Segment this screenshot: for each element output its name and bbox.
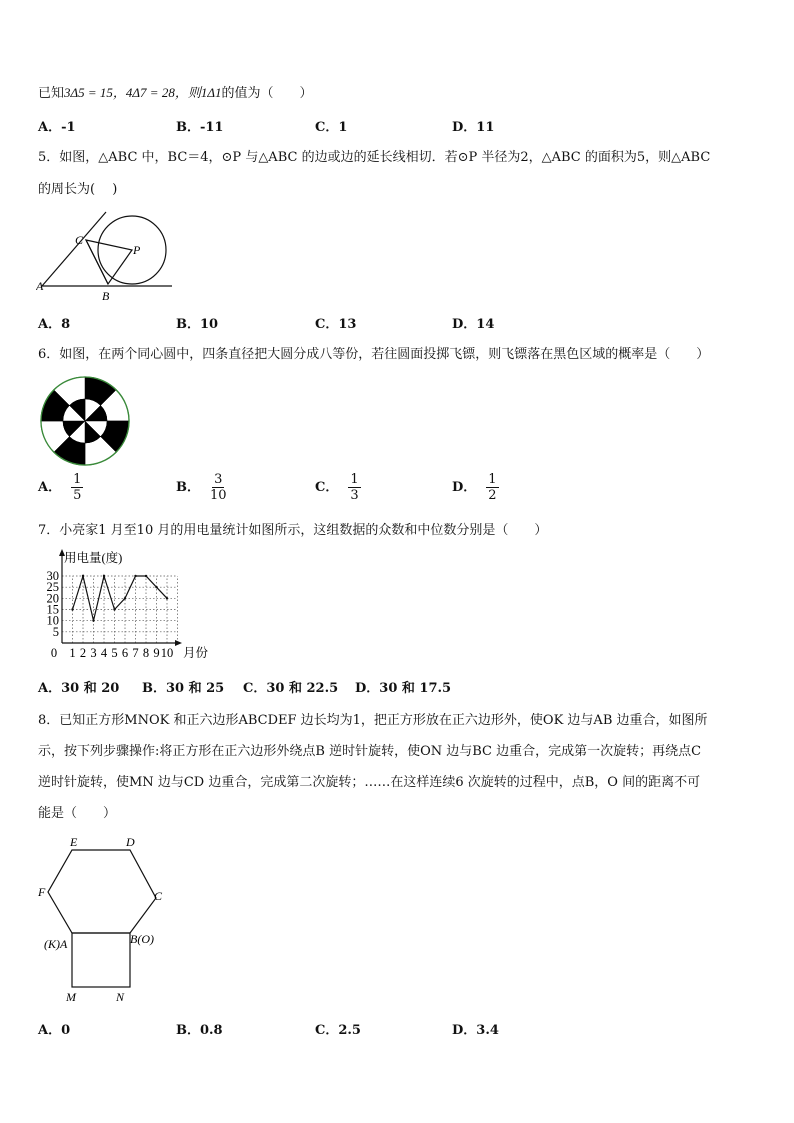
x-axis-arrow (175, 640, 182, 646)
data-point (113, 608, 115, 610)
x-tick-label: 0 (50, 646, 58, 660)
q6-frac-c (348, 472, 360, 503)
x-tick-label: 10 (160, 646, 174, 660)
label-a: A (36, 279, 44, 293)
data-point (92, 619, 94, 621)
x-tick-label: 7 (132, 646, 139, 660)
q6-choice-b[interactable] (176, 472, 227, 503)
frac-den: 10 (210, 488, 227, 503)
q6-choice-b-label: B． (176, 480, 200, 495)
q8-choice-c[interactable]: C．2.5 (315, 1023, 361, 1038)
data-point (103, 575, 105, 577)
frac-num: 1 (73, 472, 82, 487)
y-tick-label: 30 (46, 569, 59, 583)
q5-stem-line2: 的周长为( ) (38, 182, 118, 197)
q6-choice-d-label: D． (452, 480, 477, 495)
q7-choice-a[interactable]: A．30 和 20 (38, 681, 120, 696)
frac-num: 3 (214, 472, 223, 487)
q6-stem: 6．如图，在两个同心圆中，四条直径把大圆分成八等份，若往圆面投掷飞镖，则飞镖落在黑色区域的概率是（ ） (38, 347, 710, 362)
q8-stem-line4: 能是（ ） (38, 806, 117, 821)
x-tick-label: 8 (142, 646, 150, 660)
q4-prefix: 已知 (38, 86, 65, 101)
line-ac-extended (42, 212, 106, 286)
q4-formula: 3Δ5 = 15，4Δ7 = 28，则1Δ1 (64, 85, 222, 100)
data-point (155, 586, 157, 588)
q4-choice-c[interactable]: C．1 (315, 120, 348, 135)
q5-stem-line1: 5．如图，△ABC 中，BC＝4，⊙P 与△ABC 的边或边的延长线相切．若⊙P 半径为2，△ABC 的面积为5，则△ABC (38, 150, 711, 165)
y-tick-label: 10 (46, 613, 59, 628)
q6-frac-a (71, 472, 83, 503)
data-point (166, 597, 168, 599)
q6-choice-d[interactable] (452, 472, 499, 503)
x-tick-label: 9 (153, 646, 160, 660)
q5-choice-a[interactable]: A．8 (38, 317, 71, 332)
label-n: N (116, 990, 125, 1004)
q6-choice-a[interactable] (38, 472, 83, 503)
q6-frac-b (210, 472, 227, 503)
q4-stem (38, 82, 312, 101)
q6-choice-c[interactable] (315, 472, 361, 503)
label-b: B (102, 289, 110, 303)
label-bo: B(O) (130, 932, 154, 946)
y-axis-title: 用电量(度) (64, 551, 123, 565)
frac-num: 1 (350, 472, 359, 487)
q6-choice-c-label: C． (315, 480, 339, 495)
q6-frac-d (486, 472, 498, 503)
data-point (145, 575, 147, 577)
q7-choice-c[interactable]: C．30 和 22.5 (243, 681, 339, 696)
q6-choice-a-label: A． (38, 480, 62, 495)
q8-choice-a[interactable]: A．0 (38, 1023, 71, 1038)
square-mnok (72, 933, 130, 987)
q4-choice-b[interactable]: B．-11 (176, 120, 224, 135)
q4-suffix: 的值为（ ） (221, 86, 313, 101)
data-point (82, 575, 84, 577)
hexagon-abcdef (48, 850, 156, 933)
q4-choice-a[interactable]: A．-1 (38, 120, 76, 135)
q5-choice-d[interactable]: D．14 (452, 317, 495, 332)
q8-figure (34, 832, 174, 1008)
data-point (134, 575, 136, 577)
label-e: E (70, 835, 78, 849)
frac-den: 5 (73, 488, 82, 503)
q4-choice-d[interactable]: D．11 (452, 120, 495, 135)
q7-choice-b[interactable]: B．30 和 25 (142, 681, 225, 696)
frac-den: 3 (350, 488, 359, 503)
q7-choice-d[interactable]: D．30 和 17.5 (355, 681, 452, 696)
label-c: C (75, 233, 84, 247)
q5-figure (36, 208, 176, 304)
y-tick-label: 20 (46, 591, 59, 606)
label-c-hex: C (154, 889, 163, 903)
x-tick-label: 4 (100, 646, 108, 660)
y-tick-label: 15 (46, 602, 59, 617)
q8-stem-line3: 逆时针旋转，使MN 边与CD 边重合，完成第二次旋转；……在这样连续6 次旋转的过程中，点B，O 间的距离不可 (38, 775, 701, 790)
q7-line-chart (36, 548, 216, 664)
data-point (71, 608, 73, 610)
q7-stem: 7．小亮家1 月至10 月的用电量统计如图所示，这组数据的众数和中位数分别是（ ） (38, 523, 548, 538)
x-tick-label: 5 (111, 646, 118, 660)
label-ka: (K)A (44, 937, 68, 951)
q8-stem-line1: 8．已知正方形MNOK 和正六边形ABCDEF 边长均为1，把正方形放在正六边形外，使OK 边与AB 边重合，如图所 (38, 713, 708, 728)
q8-stem-line2: 示，按下列步骤操作:将正方形在正六边形外绕点B 逆时针旋转，使ON 边与BC 边重合，完成第一次旋转；再绕点C (38, 744, 702, 759)
triangle-cpb (86, 240, 132, 284)
q5-choice-c[interactable]: C．13 (315, 317, 357, 332)
x-tick-label: 1 (69, 646, 76, 660)
y-tick-label: 25 (46, 580, 59, 595)
x-tick-label: 2 (79, 646, 87, 660)
q6-dartboard (38, 374, 132, 468)
x-axis-title: 月份 (183, 646, 209, 660)
frac-num: 1 (488, 472, 497, 487)
label-f: F (38, 885, 46, 899)
segment-cb (86, 240, 108, 284)
label-p: P (133, 243, 141, 257)
data-point (124, 597, 126, 599)
q8-choice-d[interactable]: D．3.4 (452, 1023, 499, 1038)
label-d: D (126, 835, 135, 849)
q5-choice-b[interactable]: B．10 (176, 317, 219, 332)
y-tick-label: 5 (52, 624, 59, 639)
q8-choice-b[interactable]: B．0.8 (176, 1023, 223, 1038)
x-tick-label: 6 (121, 646, 129, 660)
label-m: M (66, 990, 76, 1004)
frac-den: 2 (488, 488, 497, 503)
x-tick-label: 3 (90, 646, 97, 660)
